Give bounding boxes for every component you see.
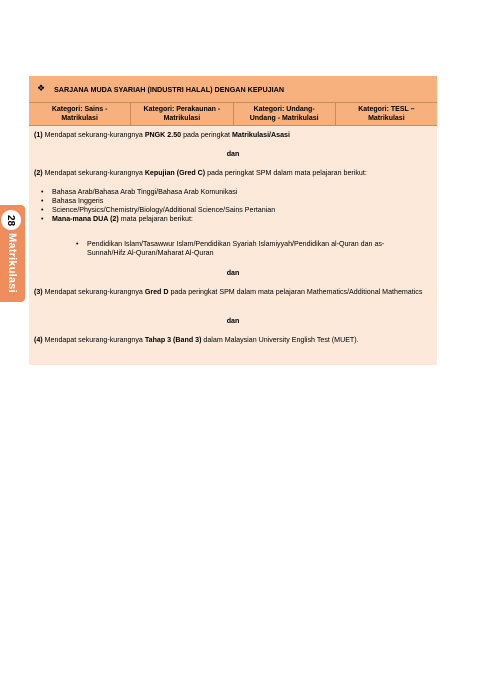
list-item: • Mana-mana DUA (2) mata pelajaran berikut:: [34, 215, 432, 224]
requirements-content: [34, 131, 432, 344]
category-perakaunan: Kategori: Perakaunan - Matrikulasi: [131, 103, 233, 125]
category-tesl: Kategori: TESL – Matrikulasi: [358, 106, 415, 122]
programme-title: SARJANA MUDA SYARIAH (INDUSTRI HALAL) DENGAN KEPUJIAN: [54, 85, 285, 94]
requirement-1: (1) Mendapat sekurang-kurangnya PNGK 2.50 pada peringkat Matrikulasi/Asasi: [34, 131, 290, 139]
page-number-badge: [1, 210, 21, 230]
category-sains: Kategori: Sains - Matrikulasi: [29, 103, 131, 125]
and-separator: dan: [226, 150, 240, 158]
requirement-2-list: [34, 188, 432, 224]
side-tab-label: Matrikulasi: [6, 233, 18, 293]
list-item: • Science/Physics/Chemistry/Biology/Additional Science/Sains Pertanian: [34, 206, 432, 215]
and-separator: dan: [226, 269, 240, 277]
requirement-3: (3) Mendapat sekurang-kurangnya Gred D pada peringkat SPM dalam mata pelajaran Mathematics/Additional Mathematics: [34, 288, 423, 296]
page-number: 28: [5, 214, 17, 226]
diamond-bullet-icon: ❖: [37, 83, 46, 93]
programme-requirements-box: [29, 76, 437, 365]
list-item: • Bahasa Inggeris: [34, 197, 432, 206]
and-separator: dan: [226, 317, 240, 325]
list-item: • Bahasa Arab/Bahasa Arab Tinggi/Bahasa Arab Komunikasi: [34, 188, 432, 197]
requirement-2-sublist-item: • Pendidikan Islam/Tasawwur Islam/Pendidikan Syariah Islamiyyah/Pendidikan al-Quran dan as- Sunnah/Hifz Al-Quran/Maharat Al-Quran: [34, 240, 480, 258]
requirement-2: (2) Mendapat sekurang-kurangnya Kepujian (Gred C) pada peringkat SPM dalam mata pelajaran berikut:: [34, 169, 367, 177]
programme-title-row: [29, 76, 437, 103]
category-row: [29, 103, 437, 126]
requirement-4: (4) Mendapat sekurang-kurangnya Tahap 3 (Band 3) dalam Malaysian University English Test (MUET).: [34, 336, 359, 344]
category-undang-undang: Kategori: Undang- Undang - Matrikulasi: [234, 103, 336, 125]
